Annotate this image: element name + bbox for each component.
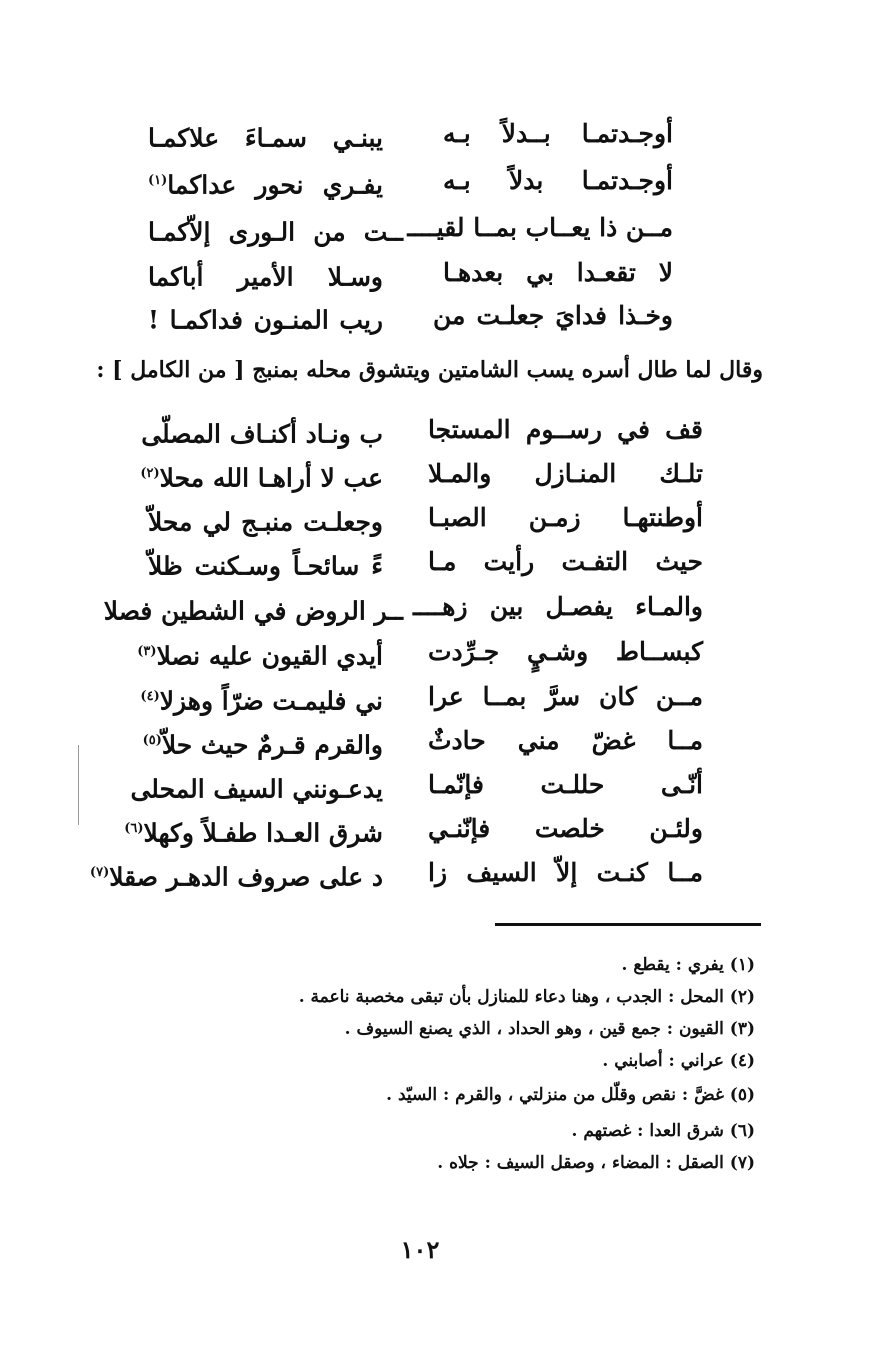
poem-intro: وقال لما طال أسره يسب الشامتين ويتشوق محله بمنبج [ من الكامل ] : bbox=[96, 357, 763, 383]
footnote-marker: (٤) bbox=[140, 689, 160, 704]
second-hemistich: يدعـونني السيف المحلى bbox=[130, 774, 383, 804]
footnote-separator bbox=[495, 923, 761, 926]
first-hemistich: تلـك المنـازل والمـلا bbox=[428, 459, 703, 488]
second-hemistich: ني فليمـت ضرّاً وهزلا$^{(٤)}$ bbox=[140, 686, 383, 716]
second-hemistich: ريب المنـون فداكمـا ! bbox=[148, 305, 383, 335]
first-hemistich: أوطنتهـا زمـن الصبـا bbox=[428, 503, 703, 532]
footnote-marker: (٧) bbox=[89, 865, 110, 880]
first-hemistich: مــا غضّ مني حادثٌ bbox=[428, 726, 703, 755]
footnote-marker: (١) bbox=[148, 173, 168, 188]
first-hemistich: أنّـى حللـت فإنّمـا bbox=[428, 770, 703, 799]
footnote: (٣) القيون : جمع قين ، وهو الحداد ، الذي يصنع السيوف . bbox=[344, 1019, 755, 1039]
second-hemistich: ءً سائحـاً وسـكنت ظلاّ bbox=[148, 551, 383, 581]
page-number: ١٠٢ bbox=[400, 1235, 440, 1264]
first-hemistich: حيث التفـت رأيت مـا bbox=[428, 547, 703, 576]
footnote-marker: (٣) bbox=[137, 644, 157, 659]
second-hemistich: ــت من الـورى إلاّكمـا bbox=[148, 217, 403, 247]
second-hemistich: ب ونـاد أكنـاف المصلّى bbox=[141, 419, 383, 449]
second-hemistich: أيدي القيون عليه نصلا$^{(٣)}$ bbox=[137, 641, 383, 671]
first-hemistich: أوجـدتمـا بــدلاً بـه bbox=[443, 119, 673, 148]
first-hemistich: والمـاء يفصـل بين زهــــ bbox=[413, 592, 703, 621]
second-hemistich: وجعلـت منبـج لي محلاّ bbox=[148, 507, 383, 537]
first-hemistich: مــن كان سرَّ بمــا عرا bbox=[428, 682, 703, 711]
margin-mark bbox=[78, 745, 79, 825]
first-hemistich: وخـذا فدايَ جعلـت من bbox=[433, 301, 673, 330]
first-hemistich: لا تقعـدا بي بعدهـا bbox=[443, 258, 673, 287]
footnote: (١) يفري : يقطع . bbox=[621, 955, 755, 975]
second-hemistich: عب لا أراهـا الله محلا$^{(٢)}$ bbox=[140, 463, 383, 493]
footnote-marker: (٥) bbox=[142, 733, 162, 748]
second-hemistich: د على صروف الدهـر صقلا$^{(٧)}$ bbox=[89, 862, 383, 892]
second-hemistich: ــر الروض في الشطين فصلا bbox=[103, 596, 403, 626]
second-hemistich: شرق العـدا طفـلاً وكهلا$^{(٦)}$ bbox=[124, 818, 383, 848]
first-hemistich: كبســاط وشـيٍ جـرِّدت bbox=[428, 637, 703, 666]
second-hemistich: وسـلا الأمير أباكما bbox=[148, 262, 383, 292]
footnote: (٥) غضَّ : نقص وقلّل من منزلتي ، والقرم : السيّد . bbox=[386, 1085, 755, 1105]
first-hemistich: مــن ذا يعــاب بمــا لقيــــ bbox=[407, 213, 673, 242]
first-hemistich: ولئـن خلصت فإنّنـي bbox=[428, 814, 703, 843]
footnote: (٤) عراني : أصابني . bbox=[602, 1051, 755, 1071]
footnote: (٦) شرق العدا : غصتهم . bbox=[571, 1121, 755, 1141]
footnote-marker: (٦) bbox=[124, 821, 144, 836]
first-hemistich: مــا كنـت إلاّ السيف زا bbox=[428, 858, 703, 887]
first-hemistich: أوجـدتمـا بدلاً بـه bbox=[443, 166, 673, 195]
first-hemistich: قف في رســوم المستجا bbox=[428, 415, 703, 444]
footnote: (٧) الصقل : المضاء ، وصقل السيف : جلاه . bbox=[437, 1153, 755, 1173]
footnote: (٢) المحل : الجدب ، وهنا دعاء للمنازل بأن تبقى مخصبة ناعمة . bbox=[298, 987, 755, 1007]
footnote-marker: (٢) bbox=[140, 466, 160, 481]
second-hemistich: يبنـي سمـاءَ علاكمـا bbox=[148, 123, 383, 153]
second-hemistich: والقرم قـرمٌ حيث حلاّ$^{(٥)}$ bbox=[142, 730, 383, 760]
second-hemistich: يفـري نحور عداكما$^{(١)}$ bbox=[148, 170, 383, 200]
